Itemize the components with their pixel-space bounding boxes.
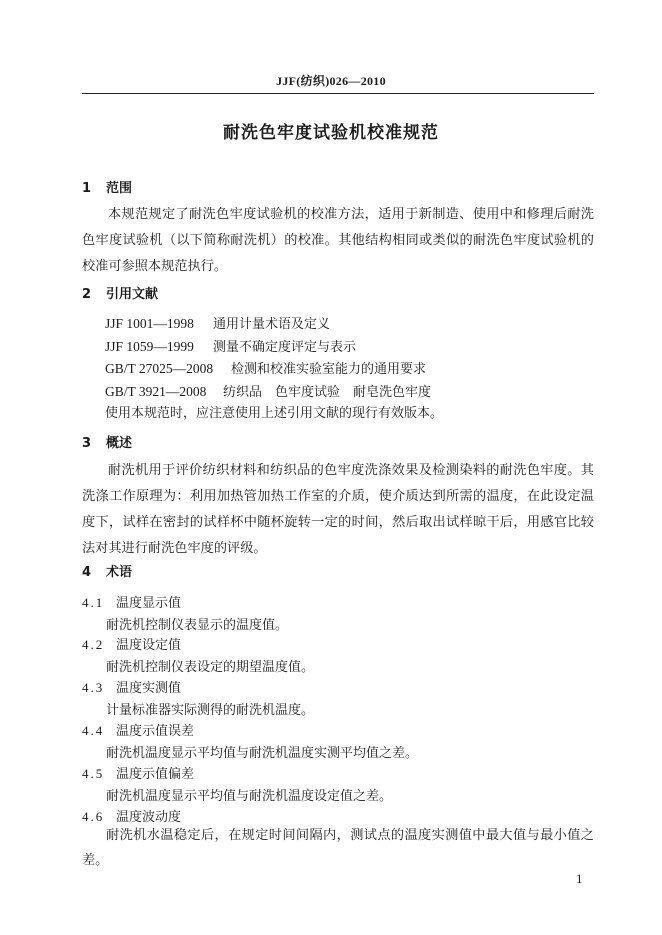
reference-item: [105, 336, 443, 359]
reference-item: [105, 358, 443, 381]
term-definition: 耐洗机温度显示平均值与耐洗机温度设定值之差。: [106, 789, 393, 804]
term-heading: [82, 763, 194, 782]
term-name: 温度显示值: [116, 596, 182, 611]
term-name: 温度示值偏差: [116, 767, 195, 782]
reference-code: GB/T 3921—2008: [105, 383, 207, 399]
reference-note-text: 使用本规范时，应注意使用上述引用文献的现行有效版本。: [105, 406, 444, 421]
term-number: 4.4: [82, 723, 105, 738]
section-number: 3: [82, 436, 92, 451]
reference-note: [105, 403, 443, 426]
page-number: 1: [576, 871, 583, 886]
document-title: 耐洗色牢度试验机校准规范: [223, 123, 439, 143]
section-heading-references: [82, 283, 158, 302]
overview-paragraph: 耐洗机用于评价纺织材料和纺织品的色牢度洗涤效果及检测染料的耐洗色牢度。其洗涤工作原理为：利用加热管加热工作室的介质，使介质达到所需的温度，在此设定温度下，试样在密封的试样杯中随杯旋转一定的时间，然后取出试样晾干后，用感官比较法对其进行耐洗色牢度的评级。: [82, 463, 594, 556]
document-code-header: JJF(纺织)026—2010: [276, 74, 386, 88]
reference-item: [105, 313, 443, 336]
term-name: 温度实测值: [116, 681, 182, 696]
reference-code: GB/T 27025—2008: [105, 361, 214, 376]
reference-name: 测量不确定度评定与表示: [213, 339, 357, 355]
term-name: 温度波动度: [116, 810, 182, 825]
reference-item: [105, 381, 443, 404]
section-heading-terms: [82, 561, 132, 580]
reference-name: 检测和校准实验室能力的通用要求: [231, 362, 427, 377]
term-heading: [82, 677, 181, 696]
reference-name: 纺织品 色牢度试验 耐皂洗色牢度: [223, 384, 432, 400]
reference-code: JJF 1001—1998: [105, 316, 194, 331]
term-heading: [82, 720, 194, 739]
section-title: 引用文献: [106, 287, 159, 302]
term-number: 4.1: [82, 595, 105, 610]
term-heading: [82, 634, 181, 653]
header-divider: [82, 93, 594, 94]
term-definition: 耐洗机控制仪表显示的温度值。: [106, 618, 289, 633]
term-heading: [82, 592, 181, 611]
reference-list: [105, 313, 443, 426]
term-number: 4.6: [82, 809, 105, 824]
section-number: 4: [82, 565, 92, 580]
term-number: 4.3: [82, 680, 105, 695]
section-heading-overview: [82, 432, 132, 451]
section-number: 2: [82, 287, 92, 302]
section-title: 术语: [106, 565, 133, 580]
reference-code: JJF 1059—1999: [105, 338, 194, 354]
term-definition: 耐洗机水温稳定后，在规定时间间隔内，测试点的温度实测值中最大值与最小值之差。: [82, 828, 594, 868]
term-number: 4.2: [82, 637, 105, 652]
term-definition: 耐洗机控制仪表设定的期望温度值。: [106, 660, 315, 675]
term-number: 4.5: [82, 766, 105, 781]
section-title: 范围: [106, 181, 133, 196]
term-name: 温度示值误差: [116, 724, 195, 739]
section-title: 概述: [106, 436, 133, 451]
section-number: 1: [82, 181, 92, 196]
term-definition: 耐洗机温度显示平均值与耐洗机温度实测平均值之差。: [106, 746, 419, 761]
section-heading-scope: [82, 177, 132, 196]
reference-name: 通用计量术语及定义: [213, 317, 331, 332]
term-definition: 计量标准器实际测得的耐洗机温度。: [106, 703, 315, 718]
term-name: 温度设定值: [116, 638, 182, 653]
scope-paragraph: 本规范规定了耐洗色牢度试验机的校准方法，适用于新制造、使用中和修理后耐洗色牢度试验机（以下简称耐洗机）的校准。其他结构相同或类似的耐洗色牢度试验机的校准可参照本规范执行。: [82, 207, 594, 274]
